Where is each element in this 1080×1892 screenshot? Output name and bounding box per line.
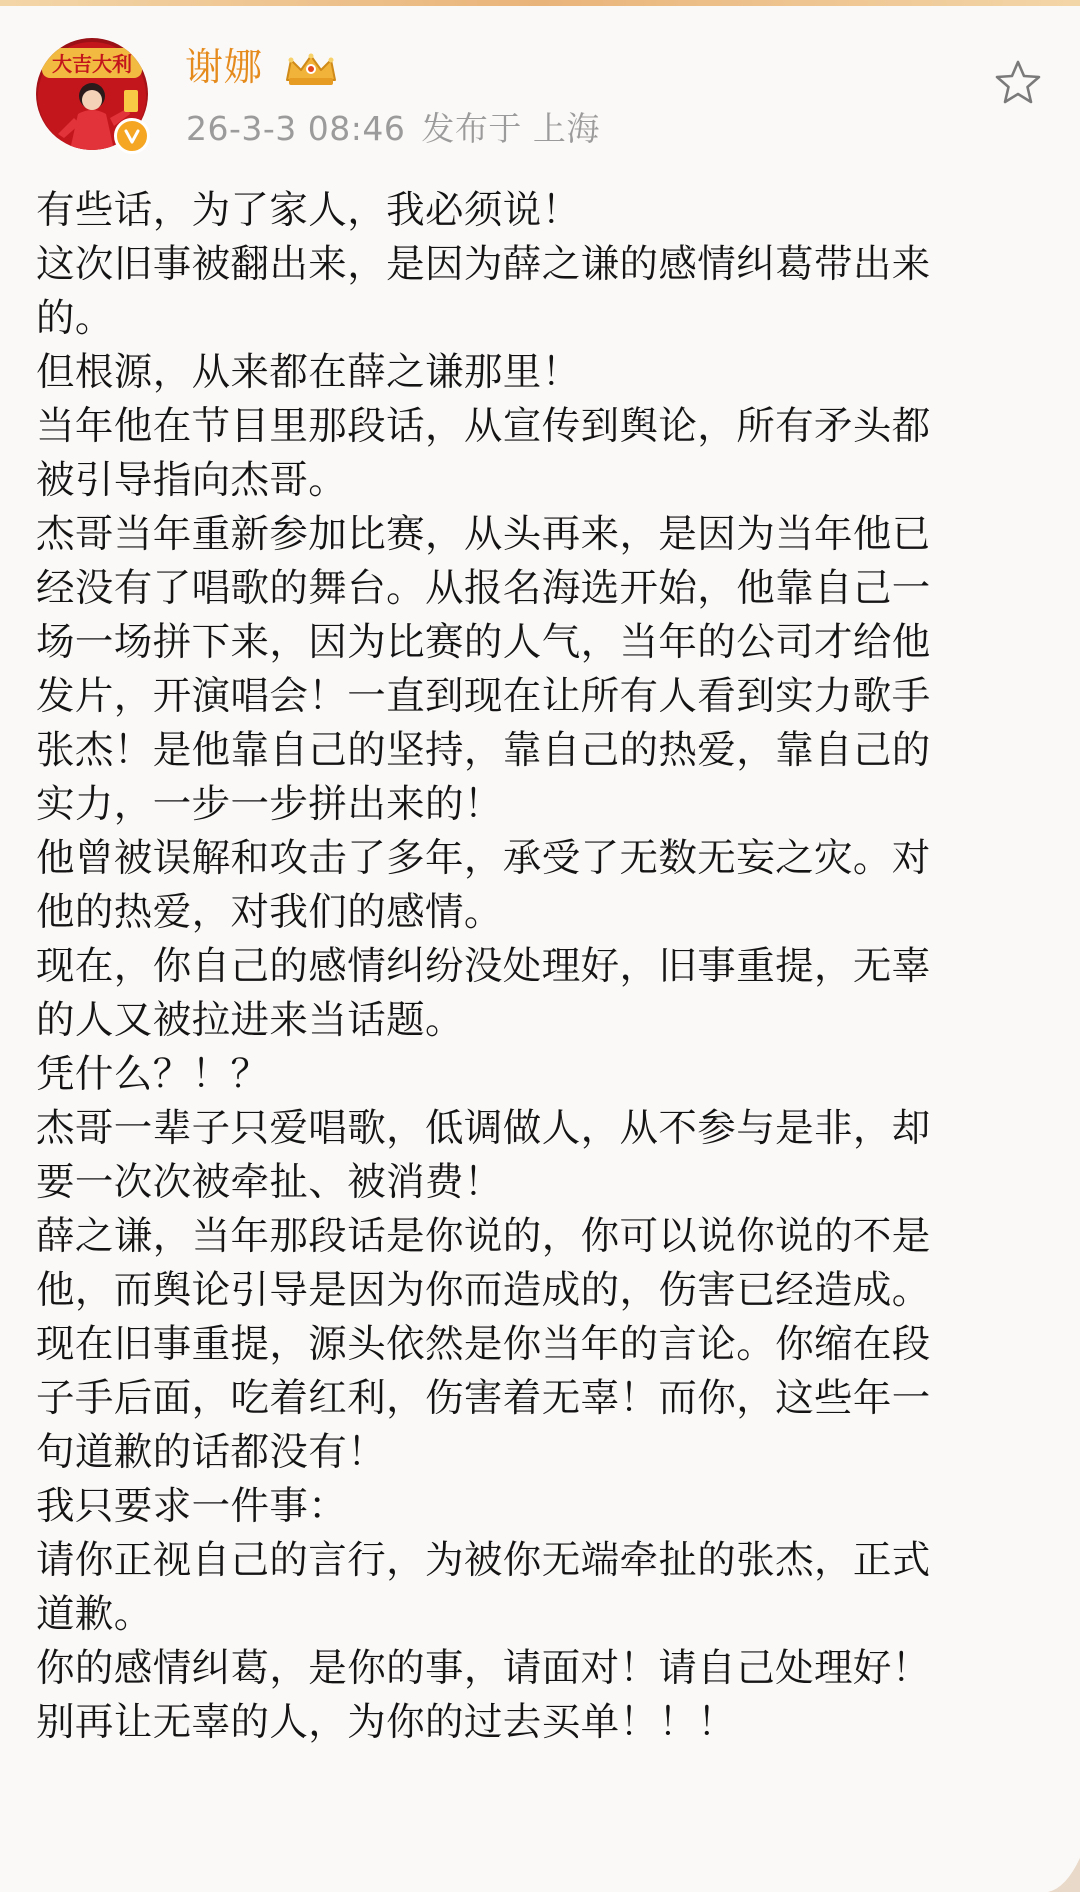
post-line: 你的感情纠葛，是你的事，请面对！请自己处理好！ — [36, 1646, 931, 1691]
post-line: 杰哥一辈子只爱唱歌，低调做人，从不参与是非，却 — [36, 1106, 931, 1151]
crown-member-icon[interactable] — [283, 52, 339, 88]
post-line: 有些话，为了家人，我必须说！ — [36, 188, 581, 233]
post-line: 实力，一步一步拼出来的！ — [36, 782, 503, 827]
post-line: 这次旧事被翻出来，是因为薛之谦的感情纠葛带出来 — [36, 242, 931, 287]
post-line: 现在旧事重提，源头依然是你当年的言论。你缩在段 — [36, 1322, 931, 1367]
post-line: 道歉。 — [36, 1592, 153, 1637]
post-time: 26-3-3 08:46 — [186, 109, 406, 148]
post-line: 请你正视自己的言行，为被你无端牵扯的张杰，正式 — [36, 1538, 931, 1583]
post-line: 张杰！是他靠自己的坚持，靠自己的热爱，靠自己的 — [36, 728, 931, 773]
avatar-caption: 大吉大利 — [52, 52, 132, 76]
author-name[interactable]: 谢娜 — [185, 45, 264, 89]
page-corner-decoration — [1048, 1858, 1080, 1892]
post-line: 薛之谦，当年那段话是你说的，你可以说你说的不是 — [36, 1214, 931, 1259]
post-body — [36, 184, 1046, 1750]
post-line: 句道歉的话都没有！ — [36, 1430, 387, 1475]
post-line: 场一场拼下来，因为比赛的人气，当年的公司才给他 — [36, 620, 931, 665]
post-header — [0, 0, 1080, 170]
post-line: 被引导指向杰哥。 — [36, 458, 348, 503]
post-line: 别再让无辜的人，为你的过去买单！！！ — [36, 1700, 737, 1745]
post-line: 发片，开演唱会！一直到现在让所有人看到实力歌手 — [36, 674, 931, 719]
post-line: 他，而舆论引导是因为你而造成的，伤害已经造成。 — [36, 1268, 931, 1313]
post-location: 发布于 上海 — [421, 109, 600, 148]
post-line: 他的热爱，对我们的感情。 — [36, 890, 503, 935]
star-outline-icon[interactable] — [993, 58, 1043, 108]
verified-v-badge-icon — [114, 118, 150, 154]
post-line: 但根源，从来都在薛之谦那里！ — [36, 350, 581, 395]
post-line: 杰哥当年重新参加比赛，从头再来，是因为当年他已 — [36, 512, 931, 557]
post-line: 的。 — [36, 296, 114, 341]
post-line: 他曾被误解和攻击了多年，承受了无数无妄之灾。对 — [36, 836, 931, 881]
post-line: 要一次次被牵扯、被消费！ — [36, 1160, 503, 1205]
post-line: 凭什么？！？ — [36, 1052, 270, 1097]
post-meta — [186, 108, 616, 150]
post-line: 经没有了唱歌的舞台。从报名海选开始，他靠自己一 — [36, 566, 931, 611]
post-line: 的人又被拉进来当话题。 — [36, 998, 464, 1043]
post-line: 子手后面，吃着红利，伤害着无辜！而你，这些年一 — [36, 1376, 931, 1421]
post-line: 现在，你自己的感情纠纷没处理好，旧事重提，无辜 — [36, 944, 931, 989]
post-line: 我只要求一件事： — [36, 1484, 348, 1529]
post-line: 当年他在节目里那段话，从宣传到舆论，所有矛头都 — [36, 404, 931, 449]
